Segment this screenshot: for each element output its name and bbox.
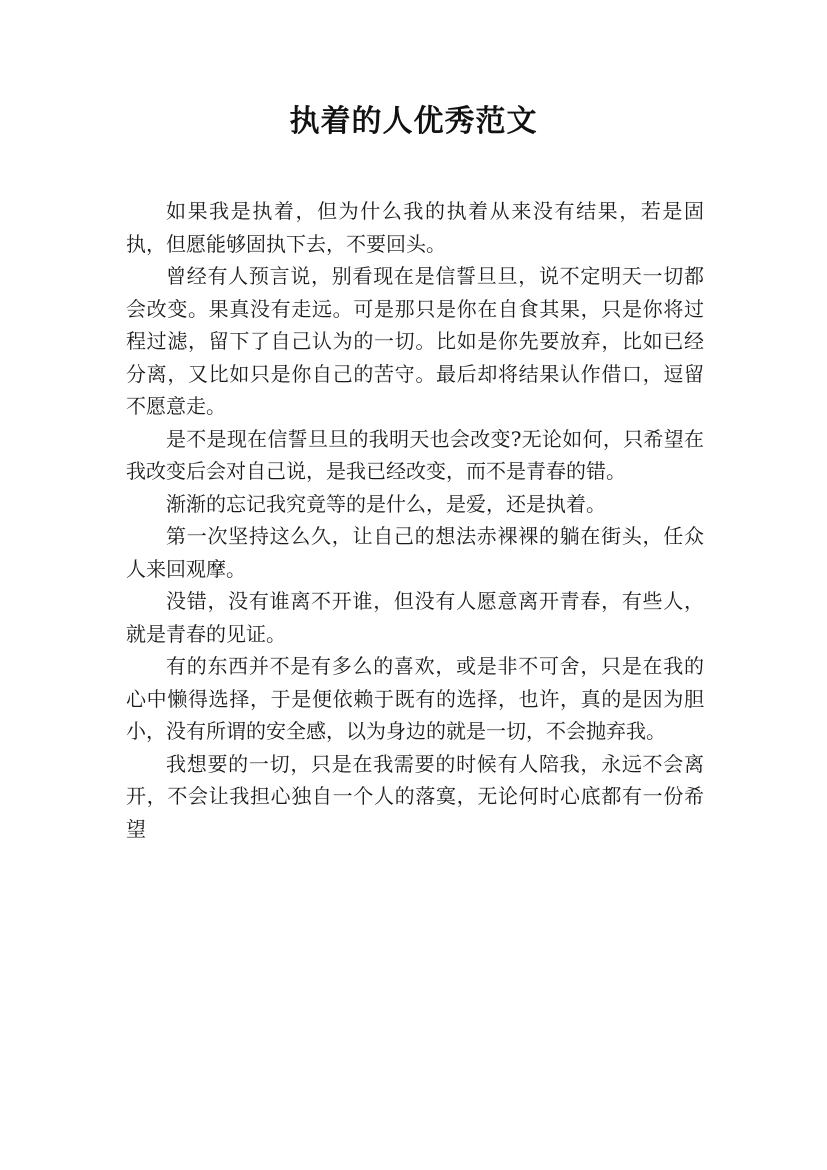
paragraph: 有的东西并不是有多么的喜欢，或是非不可舍，只是在我的心中懒得选择，于是便依赖于既有的选择，也许，真的是因为胆小，没有所谓的安全感，以为身边的就是一切，不会抛弃我。 (126, 654, 704, 743)
paragraph: 如果我是执着，但为什么我的执着从来没有结果，若是固执，但愿能够固执下去，不要回头。 (126, 199, 704, 256)
document-body (126, 195, 704, 845)
document-title: 执着的人优秀范文 (289, 104, 538, 139)
paragraph: 渐渐的忘记我究竟等的是什么，是爱，还是执着。 (166, 491, 606, 516)
paragraph: 我想要的一切，只是在我需要的时候有人陪我，永远不会离开，不会让我担心独自一个人的落寞，无论何时心底都有一份希望 (126, 751, 704, 841)
paragraph: 第一次坚持这么久，让自己的想法赤裸裸的躺在街头，任众人来回观摩。 (126, 524, 704, 581)
paragraph: 没错，没有谁离不开谁，但没有人愿意离开青春，有些人，就是青春的见证。 (126, 589, 704, 646)
paragraph: 是不是现在信誓旦旦的我明天也会改变?无论如何，只希望在我改变后会对自己说，是我已经改变，而不是青春的错。 (126, 426, 704, 483)
paragraph: 曾经有人预言说，别看现在是信誓旦旦，说不定明天一切都会改变。果真没有走远。可是那只是你在自食其果，只是你将过程过滤，留下了自己认为的一切。比如是你先要放弃，比如已经分离，又比如只是你自己的苦守。最后却将结果认作借口，逗留不愿意走。 (126, 264, 704, 418)
